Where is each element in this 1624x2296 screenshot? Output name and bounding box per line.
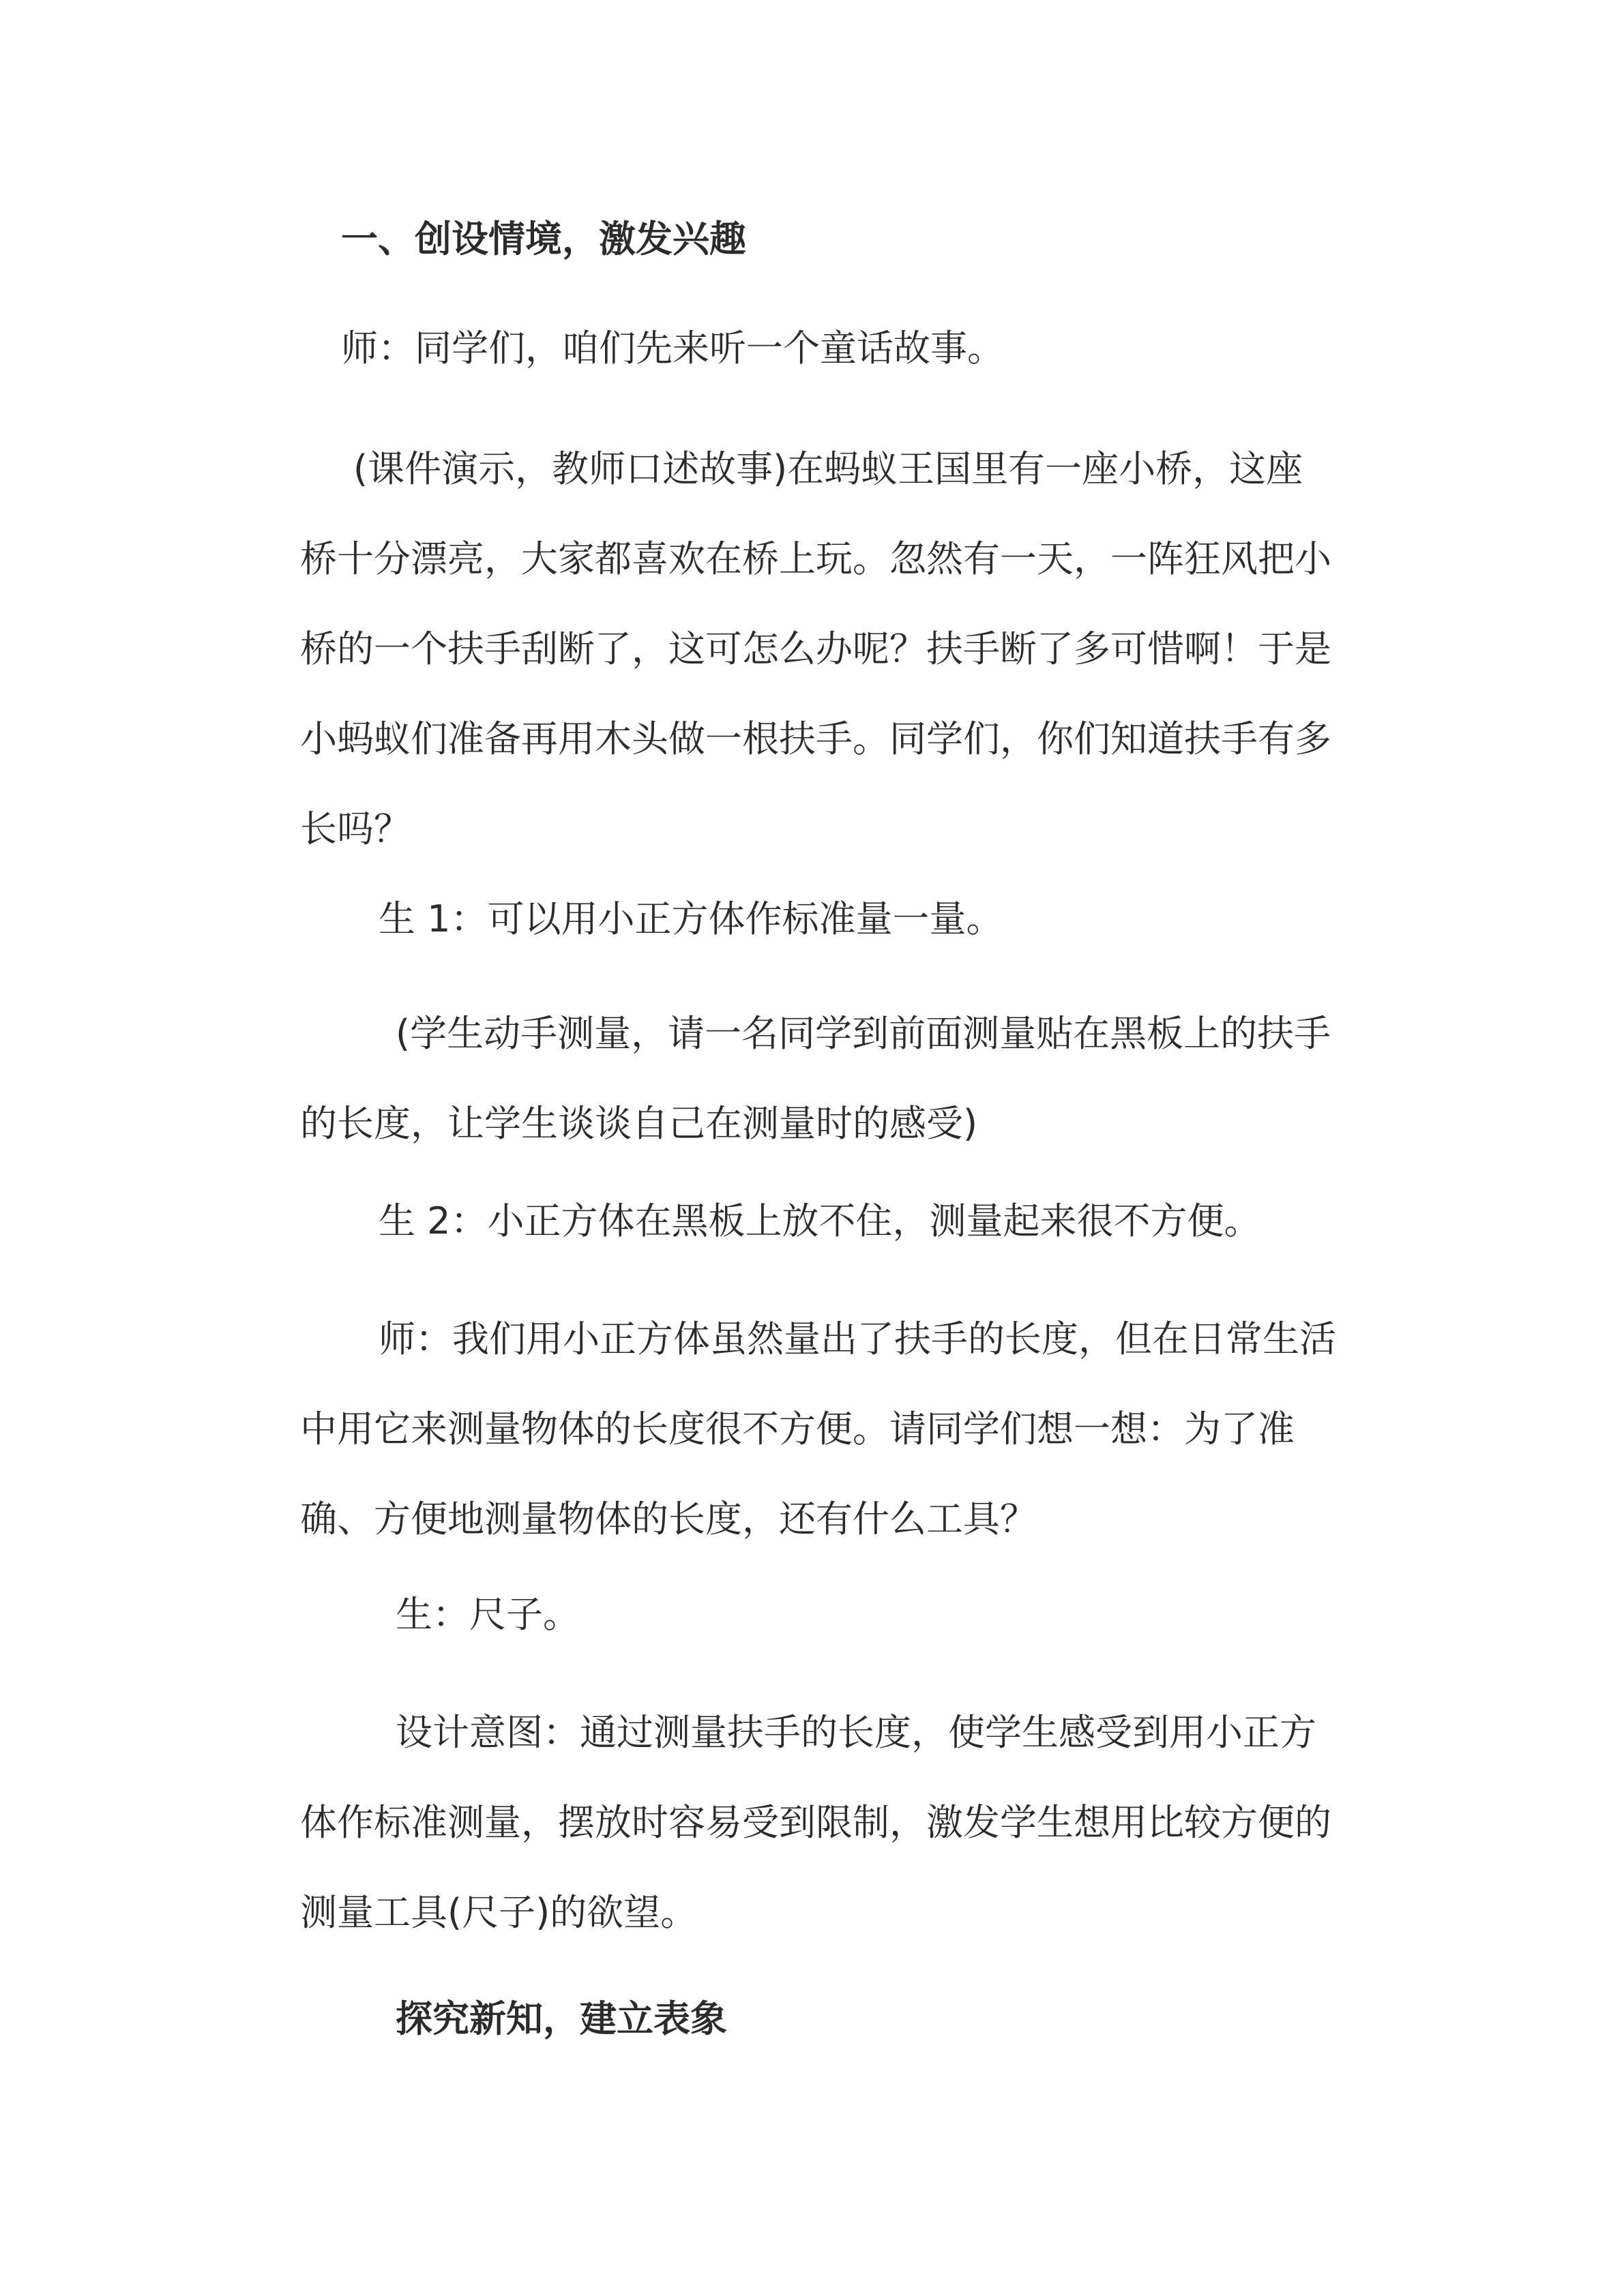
paragraph-story xyxy=(300,424,1378,874)
story-line-3: 桥的一个扶手刮断了，这可怎么办呢？扶手断了多可惜啊！于是 xyxy=(300,627,1331,670)
paragraph-student-answer: 生：尺子。 xyxy=(396,1593,580,1636)
paragraph-measure-activity xyxy=(300,989,1378,1169)
story-line-4: 小蚂蚁们准备再用木头做一根扶手。同学们，你们知道扶手有多 xyxy=(300,717,1331,760)
intent-line-2: 体作标准测量，摆放时容易受到限制，激发学生想用比较方便的 xyxy=(300,1801,1331,1844)
measure-line-2: 的长度，让学生谈谈自己在测量时的感受) xyxy=(300,1102,978,1145)
paragraph-teacher-question xyxy=(300,1294,1378,1564)
section-heading-1: 一、创设情境，激发兴趣 xyxy=(341,218,746,260)
story-line-5: 长吗？ xyxy=(300,807,411,850)
measure-line-1: (学生动手测量，请一名同学到前面测量贴在黑板上的扶手 xyxy=(396,1012,1331,1055)
paragraph-student-2: 生 2：小正方体在黑板上放不住，测量起来很不方便。 xyxy=(379,1199,1261,1242)
question-line-2: 中用它来测量物体的长度很不方便。请同学们想一想：为了准 xyxy=(300,1407,1295,1450)
paragraph-design-intent xyxy=(300,1688,1378,1958)
question-line-3: 确、方便地测量物体的长度，还有什么工具？ xyxy=(300,1497,1037,1540)
story-line-1: (课件演示，教师口述故事)在蚂蚁王国里有一座小桥，这座 xyxy=(353,447,1303,490)
intent-line-3: 测量工具(尺子)的欲望。 xyxy=(300,1891,698,1934)
paragraph-teacher-intro: 师：同学们，咱们先来听一个童话故事。 xyxy=(341,327,1004,370)
story-line-2: 桥十分漂亮，大家都喜欢在桥上玩。忽然有一天，一阵狂风把小 xyxy=(300,537,1331,580)
question-line-1: 师：我们用小正方体虽然量出了扶手的长度，但在日常生活 xyxy=(379,1317,1336,1360)
section-heading-2: 探究新知，建立表象 xyxy=(396,1997,727,2040)
intent-line-1: 设计意图：通过测量扶手的长度，使学生感受到用小正方 xyxy=(396,1711,1316,1754)
paragraph-student-1: 生 1：可以用小正方体作标准量一量。 xyxy=(379,897,1003,940)
